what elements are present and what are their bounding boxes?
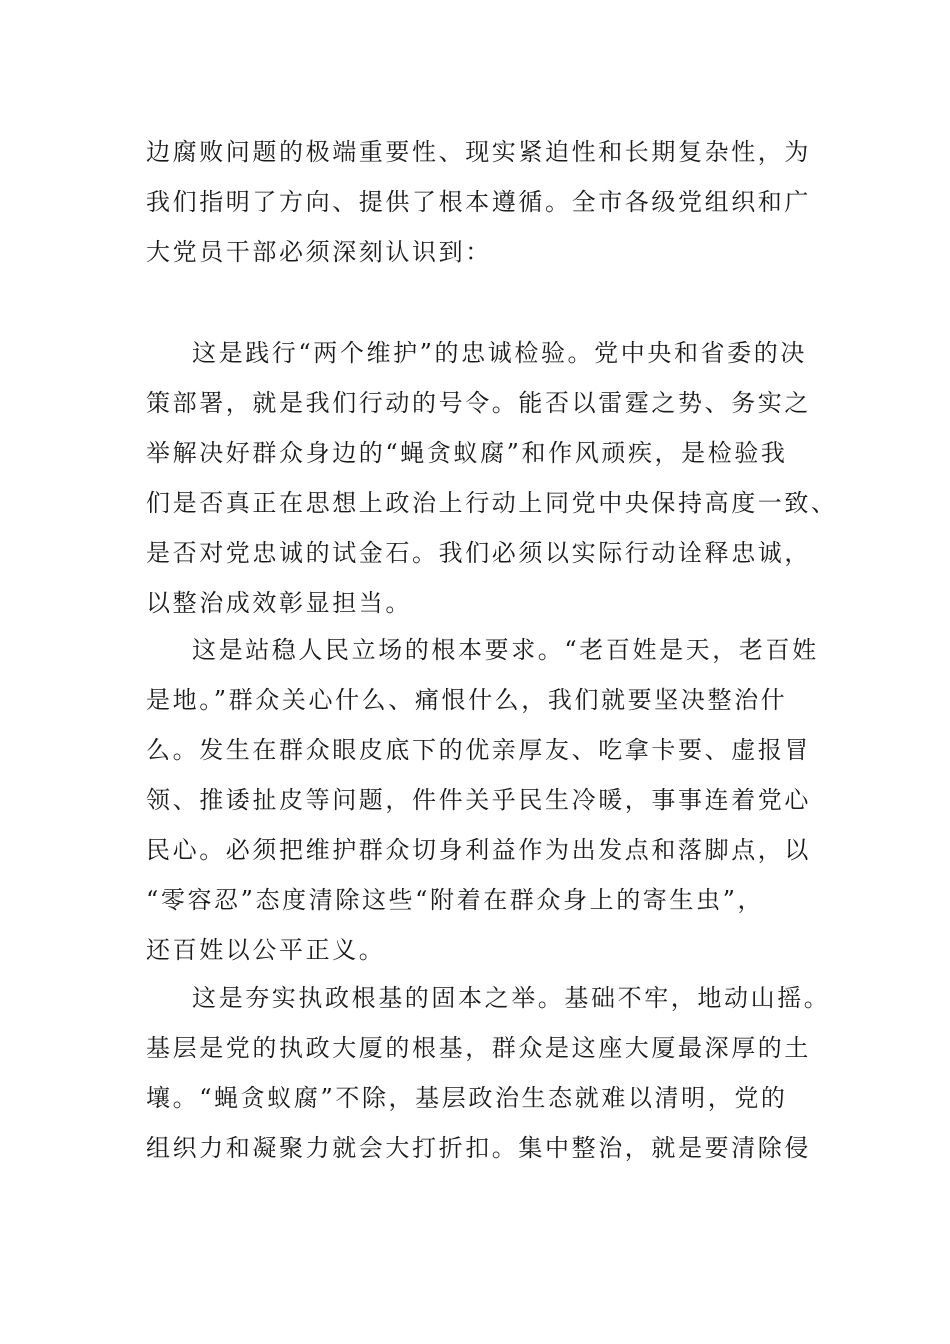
paragraph-3-line-4: 组织力和凝聚力就会大打折扣。集中整治，就是要清除侵 <box>146 1134 811 1162</box>
paragraph-1-line-3: 举解决好群众身边的“蝇贪蚁腐”和作风顽疾，是检验我 <box>146 439 788 467</box>
paragraph-2-line-5: 民心。必须把维护群众切身利益作为出发点和落脚点，以 <box>146 836 811 864</box>
paragraph-3-line-2: 基层是党的执政大厦的根基，群众是这座大厦最深厚的土 <box>146 1034 811 1062</box>
paragraph-1-line-6: 以整治成效彰显担当。 <box>146 589 412 617</box>
paragraph-2-line-2: 是地。”群众关心什么、痛恨什么，我们就要坚决整治什 <box>146 686 788 714</box>
paragraph-2-line-3: 么。发生在群众眼皮底下的优亲厚友、吃拿卡要、虚报冒 <box>146 736 811 764</box>
paragraph-2-line-6: “零容忍”态度清除这些“附着在群众身上的寄生虫”， <box>146 886 765 914</box>
paragraph-1-line-2: 策部署，就是我们行动的号令。能否以雷霆之势、务实之 <box>146 389 811 417</box>
paragraph-3-line-1: 这是夯实执政根基的固本之举。基础不牢，地动山摇。 <box>192 984 831 1012</box>
text-line-1: 边腐败问题的极端重要性、现实紧迫性和长期复杂性，为 <box>146 138 811 166</box>
paragraph-1-line-5: 是否对党忠诚的试金石。我们必须以实际行动诠释忠诚， <box>146 539 811 567</box>
text-line-2: 我们指明了方向、提供了根本遵循。全市各级党组织和广 <box>146 188 811 216</box>
text-line-3: 大党员干部必须深刻认识到： <box>146 238 492 266</box>
paragraph-2-line-4: 领、推诿扯皮等问题，件件关乎民生冷暖，事事连着党心 <box>146 786 811 814</box>
paragraph-2-line-7: 还百姓以公平正义。 <box>146 936 386 964</box>
paragraph-1-line-1: 这是践行“两个维护”的忠诚检验。党中央和省委的决 <box>192 339 807 367</box>
paragraph-2-line-1: 这是站稳人民立场的根本要求。“老百姓是天，老百姓 <box>192 636 819 664</box>
paragraph-3-line-3: 壤。“蝇贪蚁腐”不除，基层政治生态就难以清明，党的 <box>146 1084 788 1112</box>
paragraph-1-line-4: 们是否真正在思想上政治上行动上同党中央保持高度一致、 <box>146 489 838 517</box>
